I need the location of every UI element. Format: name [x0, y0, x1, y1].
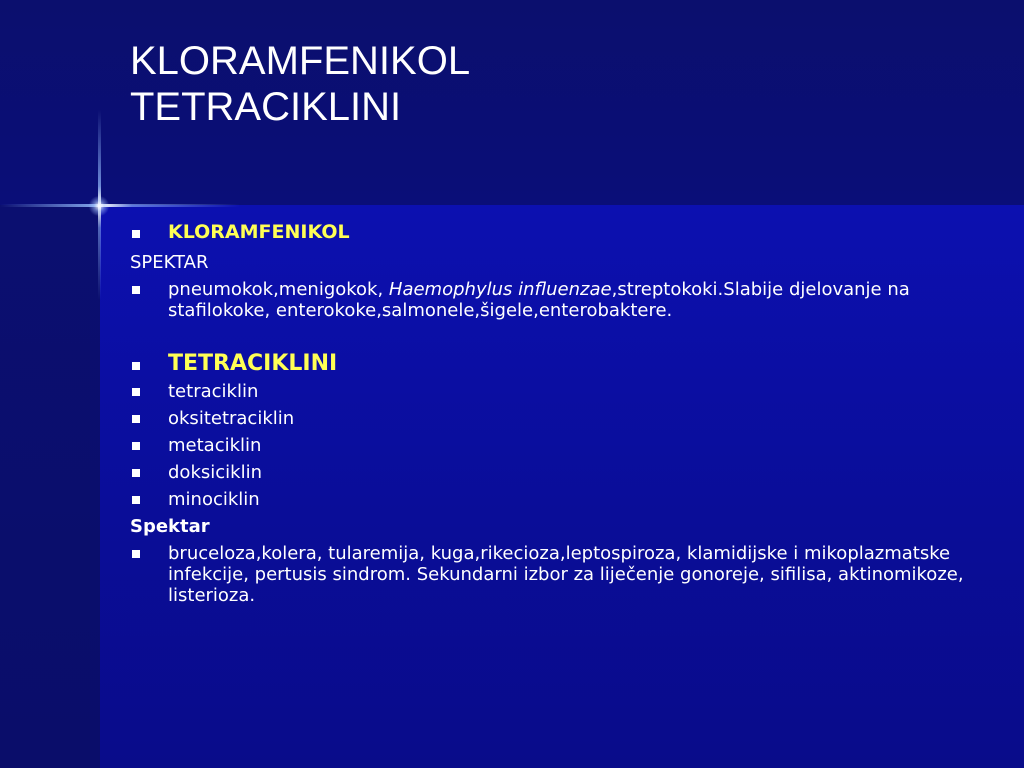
bullet-tetraciklini-spektar [130, 543, 990, 606]
square-bullet-icon [132, 442, 140, 450]
list-item-label: minociklin [168, 489, 260, 510]
slide-title [130, 38, 950, 130]
heading-kloramfenikol: KLORAMFENIKOL [168, 221, 350, 243]
slide-body [130, 222, 990, 606]
list-item [130, 462, 990, 483]
spektar-label-row [130, 252, 990, 273]
square-bullet-icon [132, 415, 140, 423]
square-bullet-icon [132, 362, 140, 370]
list-item-label: oksitetraciklin [168, 408, 295, 429]
square-bullet-icon [132, 496, 140, 504]
slide-title-line1: KLORAMFENIKOL [130, 39, 471, 83]
kloramfenikol-spektar-text [168, 279, 910, 321]
tetraciklini-spektar-text: bruceloza,kolera, tularemija, kuga,rikecioza,leptospiroza, klamidijske i mikoplazmatske infekcije, pertusis sindrom. Sekundarni izbor za liječenje gonoreje, sifilisa, aktinomikoze, listerioza. [168, 543, 964, 606]
spektar-label: SPEKTAR [130, 252, 209, 273]
square-bullet-icon [132, 230, 140, 238]
list-item [130, 408, 990, 429]
slide-left-band [0, 205, 100, 768]
list-item-label: tetraciklin [168, 381, 259, 402]
square-bullet-icon [132, 550, 140, 558]
heading-tetraciklini: TETRACIKLINI [168, 351, 338, 376]
square-bullet-icon [132, 388, 140, 396]
list-item-label: metaciklin [168, 435, 262, 456]
list-item [130, 435, 990, 456]
spektar-text-part1: pneumokok,menigokok, [168, 279, 389, 300]
bullet-kloramfenikol-spektar [130, 279, 990, 321]
spektar-text-part2: ,streptokoki.Slabije djelovanje na stafilokoke, enterokoke,salmonele,šigele,enterobaktere. [168, 279, 910, 321]
list-item [130, 381, 990, 402]
list-item-label: doksiciklin [168, 462, 262, 483]
square-bullet-icon [132, 286, 140, 294]
bullet-kloramfenikol [130, 222, 990, 243]
spektar-label-row-2 [130, 516, 990, 537]
bullet-tetraciklini [130, 353, 990, 375]
spektar-text-italic: Haemophylus influenzae [388, 279, 612, 300]
square-bullet-icon [132, 469, 140, 477]
slide-title-line2: TETRACIKLINI [130, 85, 402, 129]
list-item [130, 489, 990, 510]
light-flare-horizontal [0, 204, 240, 207]
spektar-label-2: Spektar [130, 516, 210, 537]
tetraciklini-list [130, 381, 990, 510]
light-flare-icon [88, 196, 110, 216]
